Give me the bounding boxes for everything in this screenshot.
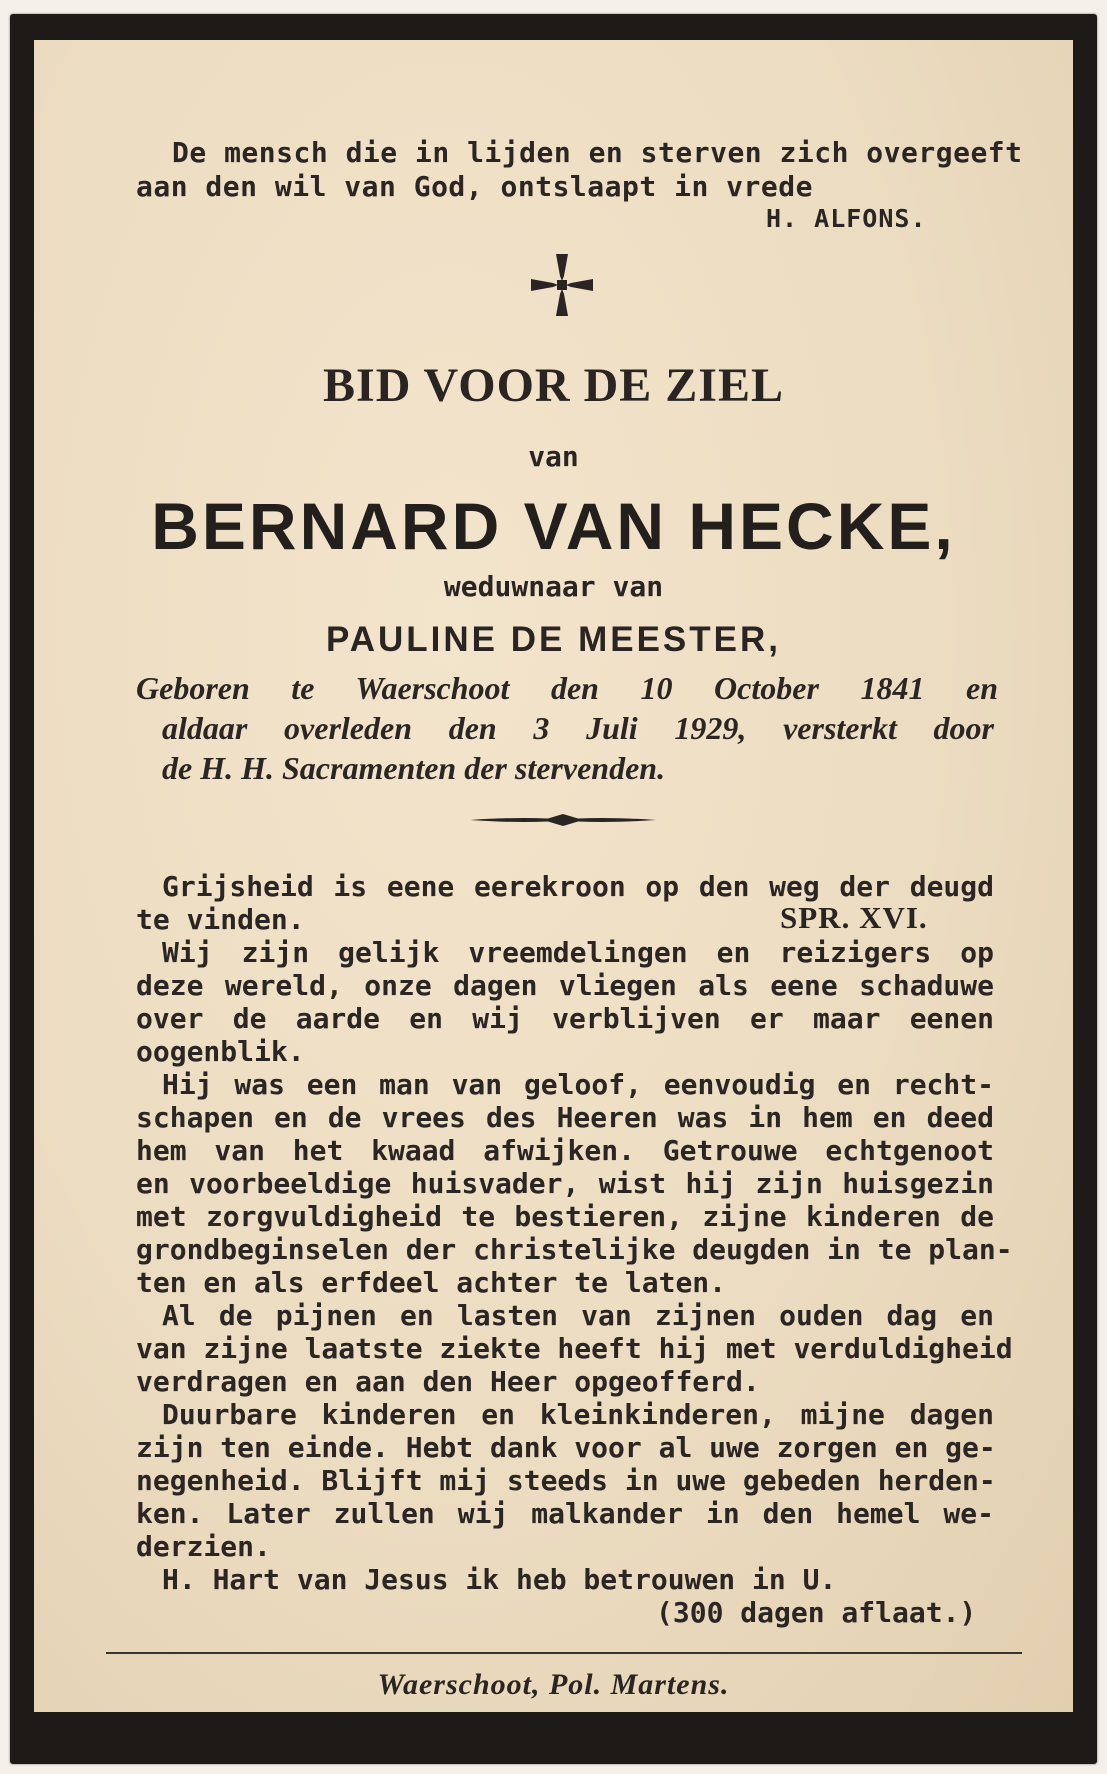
body-line: Hij was een man van geloof, eenvoudig en recht- bbox=[162, 1068, 994, 1101]
verse-reference: SPR. XVI. bbox=[780, 900, 928, 935]
printer-imprint: Waerschoot, Pol. Martens. bbox=[377, 1668, 730, 1701]
body-line: met zorgvuldigheid te bestieren, zijne kinderen de bbox=[136, 1200, 994, 1233]
spouse-name: PAULINE DE MEESTER, bbox=[325, 620, 781, 659]
memorial-card-paper bbox=[34, 40, 1073, 1712]
body-line: schapen en de vrees des Heeren was in hem en deed bbox=[136, 1101, 994, 1134]
prayer-heading: BID VOOR DE ZIEL bbox=[323, 359, 784, 412]
body-line: ten en als erfdeel achter te laten. bbox=[136, 1266, 727, 1299]
deceased-name: BERNARD VAN HECKE, bbox=[151, 489, 956, 563]
body-line: oogenblik. bbox=[136, 1035, 305, 1068]
bio-line-1: Geboren te Waerschoot den 10 October 1841 en bbox=[136, 670, 998, 706]
ornamental-divider-icon bbox=[468, 810, 658, 830]
body-line: zijn ten einde. Hebt dank voor al uwe zorgen en ge- bbox=[136, 1431, 996, 1464]
body-line: deze wereld, onze dagen vliegen als eene schaduwe bbox=[136, 969, 994, 1002]
body-line: negenheid. Blijft mij steeds in uwe gebeden herden- bbox=[136, 1464, 996, 1497]
body-line: Wij zijn gelijk vreemdelingen en reizigers op bbox=[162, 936, 994, 969]
bio-line-3: de H. H. Sacramenten der stervenden. bbox=[162, 750, 666, 786]
footer-rule bbox=[106, 1652, 1022, 1654]
body-line: verdragen en aan den Heer opgeofferd. bbox=[136, 1365, 760, 1398]
body-line: hem van het kwaad afwijken. Getrouwe echtgenoot bbox=[136, 1134, 994, 1167]
body-line: over de aarde en wij verblijven er maar eenen bbox=[136, 1002, 994, 1035]
indulgence-note: (300 dagen aflaat.) bbox=[656, 1596, 977, 1629]
body-line: Duurbare kinderen en kleinkinderen, mijne dagen bbox=[162, 1398, 994, 1431]
bio-line-2: aldaar overleden den 3 Juli 1929, versterkt door bbox=[162, 710, 994, 746]
quote-line-2: aan den wil van God, ontslaapt in vrede bbox=[136, 170, 813, 203]
van-label: van bbox=[528, 440, 579, 473]
prayer-line: H. Hart van Jesus ik heb betrouwen in U. bbox=[162, 1563, 837, 1596]
quote-attribution: H. ALFONS. bbox=[766, 204, 927, 233]
body-line: van zijne laatste ziekte heeft hij met verduldigheid bbox=[136, 1332, 1013, 1365]
body-line: derzien. bbox=[136, 1530, 271, 1563]
quote-line-1: De mensch die in lijden en sterven zich overgeeft bbox=[172, 136, 1023, 169]
body-line: ken. Later zullen wij malkander in den hemel we- bbox=[136, 1497, 994, 1530]
verse-line-2: te vinden. bbox=[136, 903, 305, 936]
verse-line-1: Grijsheid is eene eerekroon op den weg der deugd bbox=[162, 870, 994, 903]
body-line: grondbeginselen der christelijke deugden in te plan- bbox=[136, 1233, 1013, 1266]
body-line: Al de pijnen en lasten van zijnen ouden dag en bbox=[162, 1299, 994, 1332]
widower-label: weduwnaar van bbox=[443, 570, 664, 603]
body-line: en voorbeeldige huisvader, wist hij zijn huisgezin bbox=[136, 1167, 994, 1200]
cross-pattee-icon bbox=[529, 252, 595, 318]
memorial-card-border bbox=[10, 14, 1097, 1764]
